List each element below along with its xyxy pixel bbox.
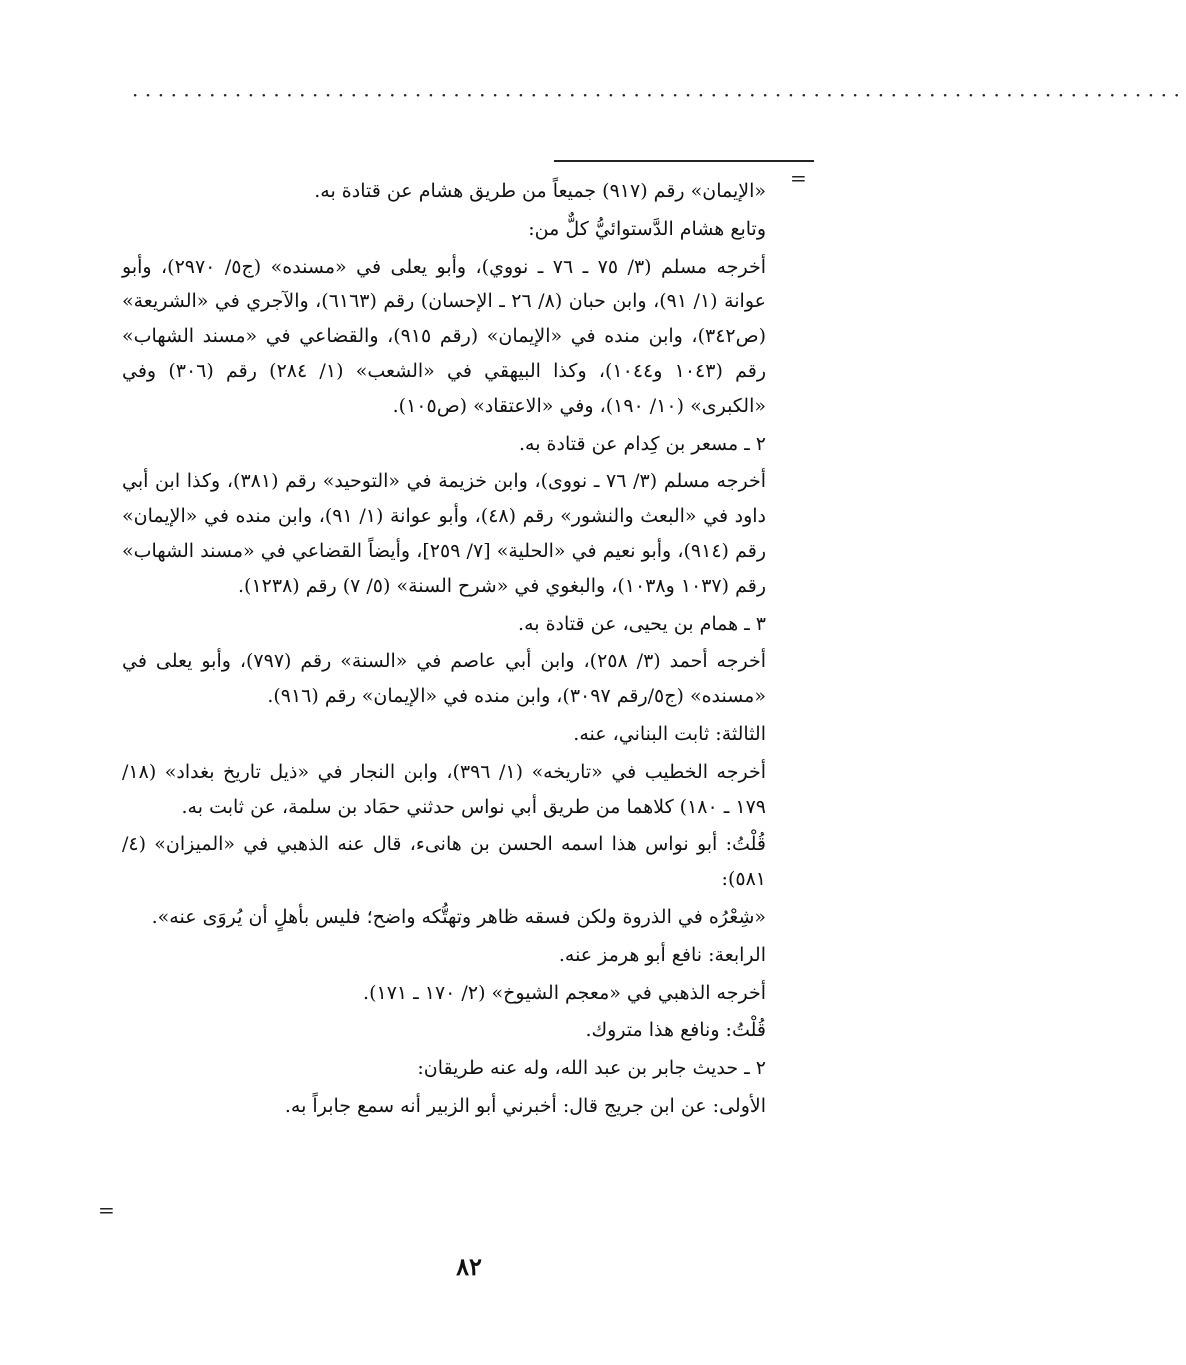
- paragraph: قُلْتُ: ونافع هذا متروك.: [585, 1019, 766, 1042]
- paragraph: ٢ ـ حديث جابر بن عبد الله، وله عنه طريقان:: [417, 1057, 766, 1080]
- paragraph: أخرجه الذهبي في «معجم الشيوخ» (٢/ ١٧٠ ـ ١٧١).: [363, 981, 766, 1004]
- paragraph: الثالثة: ثابت البناني، عنه.: [573, 722, 766, 745]
- paragraph: «شِعْرُه في الذروة ولكن فسقه ظاهر وتهتُّكه واضح؛ فليس بأهلٍ أن يُروَى عنه».: [151, 905, 766, 928]
- paragraph: قُلْتُ: أبو نواس هذا اسمه الحسن بن هانىء، قال عنه الذهبي في «الميزان» (٤/ ٥٨١):: [122, 833, 766, 891]
- footnote-text-block: [122, 174, 766, 1224]
- paragraph: أخرجه مسلم (٣/ ٧٥ ـ ٧٦ ـ نووي)، وأبو يعلى في «مسنده» (ج٥/ ٢٩٧٠)، وأبو عوانة (١/ ٩١)، وابن حبان (٨/ ٢٦ ـ الإحسان) رقم (٦١٦٣)، والآجري في «الشريعة» (ص٣٤٢)، وابن منده في «الإيمان» (رقم ٩١٥)، والقضاعي في «مسند الشهاب» رقم (١٠٤٣ و١٠٤٤)، وكذا البيهقي في «الشعب» (١/ ٢٨٤) رقم (٣٠٦) وفي «الكبرى» (١٠/ ١٩٠)، وفي «الاعتقاد» (ص١٠٥).: [122, 255, 767, 417]
- continuation-mark-top: =: [790, 166, 807, 190]
- page-number: ٨٢: [456, 1252, 482, 1281]
- paragraph: «الإيمان» رقم (٩١٧) جميعاً من طريق هشام عن قتادة به.: [314, 180, 766, 202]
- continuation-mark-bottom: =: [98, 1198, 115, 1222]
- paragraph: ٢ ـ مسعر بن كِدام عن قتادة به.: [519, 432, 766, 455]
- paragraph: أخرجه أحمد (٣/ ٢٥٨)، وابن أبي عاصم في «السنة» رقم (٧٩٧)، وأبو يعلى في «مسنده» (ج٥/رقم ٣٠٩٧)، وابن منده في «الإيمان» رقم (٩١٦).: [122, 650, 766, 708]
- paragraph: الرابعة: نافع أبو هرمز عنه.: [558, 943, 766, 966]
- paragraph: وتابع هشام الدَّستوائيُّ كلٌّ من:: [528, 217, 766, 240]
- paragraph: ٣ ـ همام بن يحيى، عن قتادة به.: [518, 612, 766, 635]
- paragraph: أخرجه الخطيب في «تاريخه» (١/ ٣٩٦)، وابن النجار في «ذيل تاريخ بغداد» (١٨/ ١٧٩ ـ ١٨٠) كلاهما من طريق أبي نواس حدثني حمَاد بن سلمة، عن ثابت به.: [122, 760, 766, 818]
- paragraph: الأولى: عن ابن جريج قال: أخبرني أبو الزبير أنه سمع جابراً به.: [284, 1094, 766, 1117]
- paragraph: أخرجه مسلم (٣/ ٧٦ ـ نووى)، وابن خزيمة في «التوحيد» رقم (٣٨١)، وكذا ابن أبي داود في «البعث والنشور» رقم (٤٨)، وأبو عوانة (١/ ٩١)، وابن منده في «الإيمان» رقم (٩١٤)، وأبو نعيم في «الحلية» [٧/ ٢٥٩]، وأيضاً القضاعي في «مسند الشهاب» رقم (١٠٣٧ و١٠٣٨)، والبغوي في «شرح السنة» (٥/ ٧) رقم (١٢٣٨).: [122, 470, 767, 597]
- footnote-separator-rule: [554, 160, 814, 162]
- header-dotted-rule: ··················································································: [132, 83, 1186, 107]
